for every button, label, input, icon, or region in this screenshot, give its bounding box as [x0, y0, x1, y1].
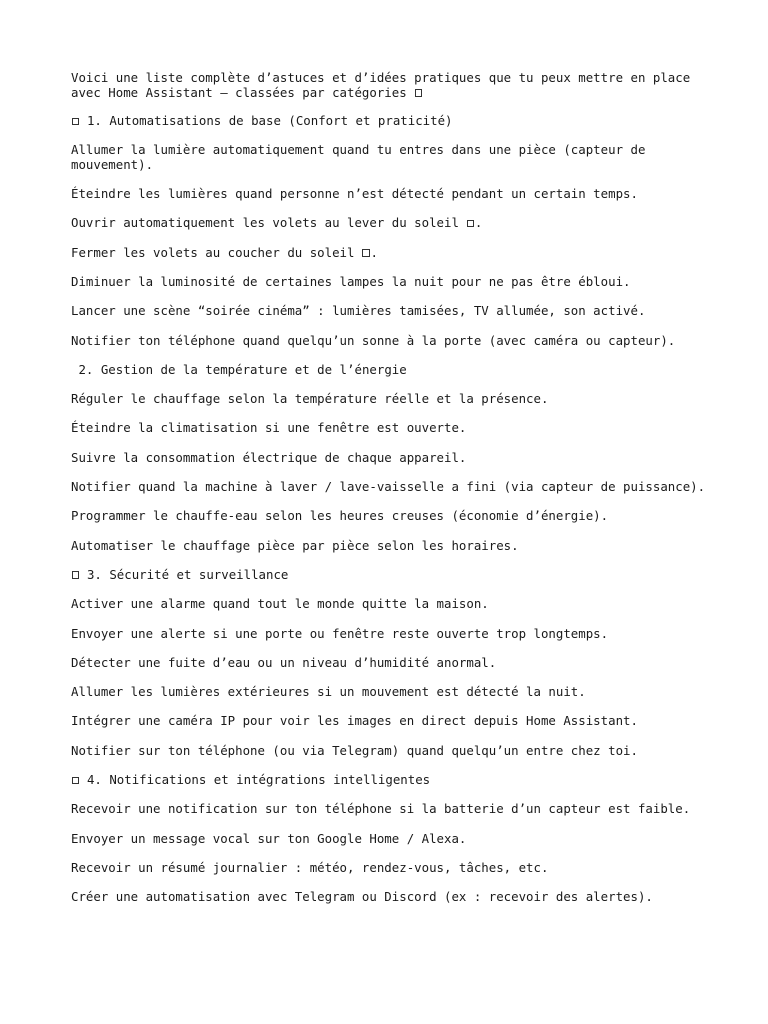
section-heading-1	[71, 114, 711, 129]
list-item	[71, 246, 711, 261]
list-item-text: Intégrer une caméra IP pour voir les images en direct depuis Home Assistant.	[71, 713, 638, 729]
missing-glyph-icon	[72, 777, 80, 785]
list-item	[71, 714, 711, 729]
list-item-text: Éteindre les lumières quand personne n’est détecté pendant un certain temps.	[71, 186, 638, 202]
list-item-text: Fermer les volets au coucher du soleil	[71, 244, 355, 260]
list-item-text: Allumer la lumière automatiquement quand tu entres dans une pièce (capteur de mouvement).	[71, 142, 653, 172]
section-heading-text: 2. Gestion de la température et de l’énergie	[71, 361, 407, 377]
list-item	[71, 539, 711, 554]
section-heading-3	[71, 568, 711, 583]
list-item-text: Lancer une scène “soirée cinéma” : lumières tamisées, TV allumée, son activé.	[71, 303, 646, 319]
list-item	[71, 832, 711, 847]
missing-glyph-icon	[362, 249, 370, 257]
list-item-text: Envoyer un message vocal sur ton Google Home / Alexa.	[71, 830, 467, 846]
list-item	[71, 275, 711, 290]
list-item-text: Créer une automatisation avec Telegram ou Discord (ex : recevoir des alertes).	[71, 889, 653, 905]
list-item-text: Réguler le chauffage selon la température réelle et la présence.	[71, 391, 549, 407]
list-item	[71, 509, 711, 524]
sections-container	[71, 114, 711, 905]
list-item	[71, 187, 711, 202]
section-heading-text: 1. Automatisations de base (Confort et praticité)	[86, 113, 453, 128]
list-item	[71, 421, 711, 436]
list-item-text: Automatiser le chauffage pièce par pièce selon les horaires.	[71, 537, 519, 553]
missing-glyph-icon	[72, 571, 80, 579]
list-item	[71, 392, 711, 407]
list-item	[71, 656, 711, 671]
list-item-text: Suivre la consommation électrique de chaque appareil.	[71, 449, 467, 465]
list-item	[71, 216, 711, 231]
list-item-text: Éteindre la climatisation si une fenêtre est ouverte.	[71, 420, 467, 436]
list-item	[71, 480, 711, 495]
list-item	[71, 143, 711, 172]
list-item-text: Recevoir une notification sur ton téléphone si la batterie d’un capteur est faible.	[71, 801, 691, 817]
list-item	[71, 861, 711, 876]
list-item-text: Notifier sur ton téléphone (ou via Telegram) quand quelqu’un entre chez toi.	[71, 742, 638, 758]
list-item-suffix: .	[474, 215, 483, 231]
document-page	[71, 71, 711, 920]
section-heading-2	[71, 363, 711, 378]
list-item-suffix: .	[370, 244, 378, 260]
list-item	[71, 744, 711, 759]
list-item-text: Détecter une fuite d’eau ou un niveau d’humidité anormal.	[71, 654, 497, 670]
intro-text: Voici une liste complète d’astuces et d’idées pratiques que tu peux mettre en place avec Home Assistant — classées par catégories	[71, 70, 698, 100]
list-item-text: Programmer le chauffe-eau selon les heures creuses (économie d’énergie).	[71, 508, 609, 524]
intro-paragraph	[71, 71, 711, 100]
section-heading-text: 4. Notifications et intégrations intelligentes	[86, 772, 431, 788]
list-item-text: Activer une alarme quand tout le monde quitte la maison.	[71, 596, 489, 612]
list-item-text: Recevoir un résumé journalier : météo, rendez-vous, tâches, etc.	[71, 859, 549, 875]
list-item-text: Notifier quand la machine à laver / lave-vaisselle a fini (via capteur de puissance).	[71, 479, 706, 495]
list-item-text: Allumer les lumières extérieures si un mouvement est détecté la nuit.	[71, 684, 586, 700]
list-item	[71, 890, 711, 905]
list-item-text: Notifier ton téléphone quand quelqu’un sonne à la porte (avec caméra ou capteur).	[71, 332, 676, 348]
list-item	[71, 304, 711, 319]
list-item-text: Ouvrir automatiquement les volets au lever du soleil	[71, 215, 459, 231]
missing-glyph-icon	[467, 220, 475, 228]
missing-glyph-icon	[72, 118, 80, 126]
list-item-text: Diminuer la luminosité de certaines lampes la nuit pour ne pas être ébloui.	[71, 273, 631, 289]
section-heading-text: 3. Sécurité et surveillance	[86, 566, 289, 582]
list-item	[71, 334, 711, 349]
list-item-text: Envoyer une alerte si une porte ou fenêtre reste ouverte trop longtemps.	[71, 625, 609, 641]
list-item	[71, 627, 711, 642]
section-heading-4	[71, 773, 711, 788]
list-item	[71, 597, 711, 612]
list-item	[71, 802, 711, 817]
list-item	[71, 451, 711, 466]
missing-glyph-icon	[415, 89, 423, 97]
list-item	[71, 685, 711, 700]
